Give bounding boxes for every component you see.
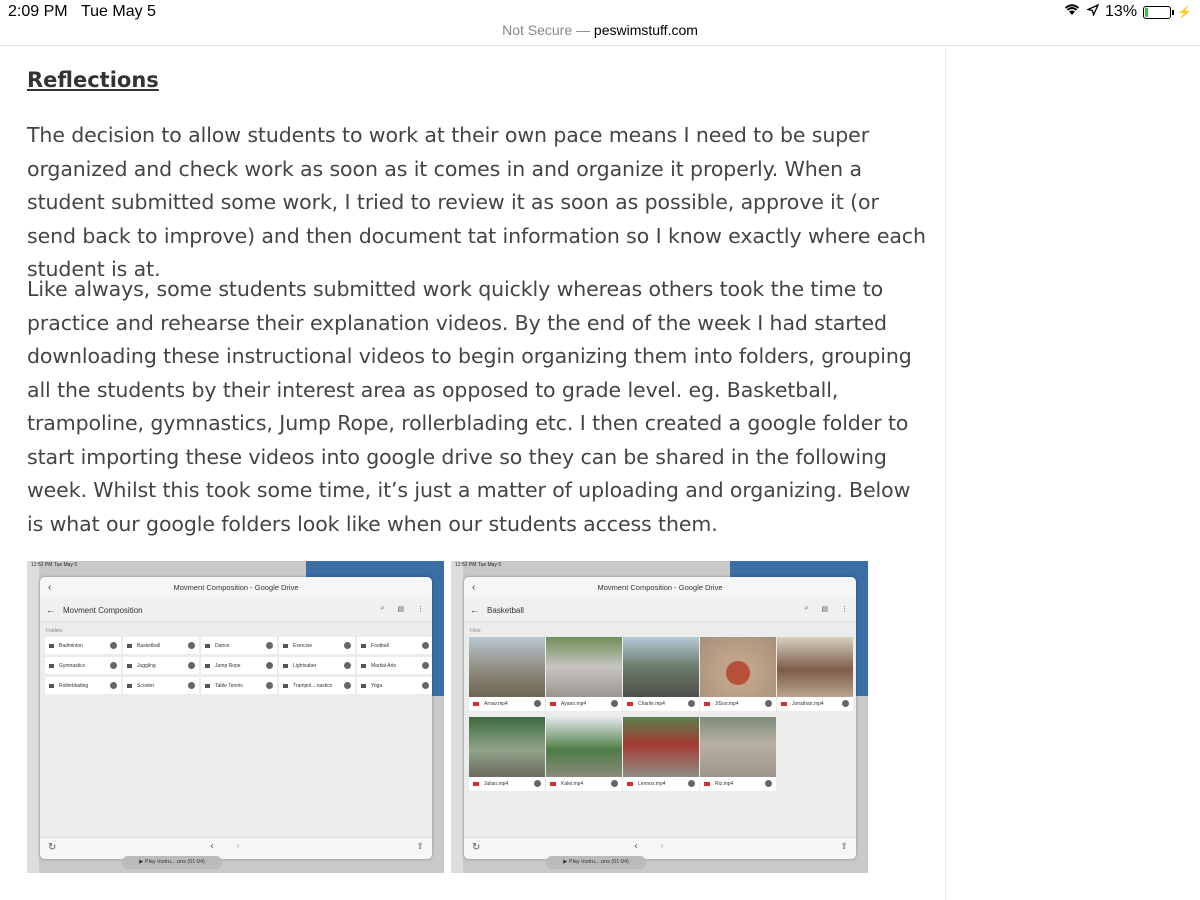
info-icon [188,682,195,689]
screenshot-files [451,561,868,873]
video-thumbnail [700,637,776,697]
drive-window [464,577,856,859]
video-item [623,717,699,791]
drive-window [40,577,432,859]
video-filename: Julian.mp4 [484,781,509,787]
info-icon [110,642,117,649]
folder-item [201,657,277,674]
folder-icon [127,664,132,668]
folder-item [357,657,432,674]
wifi-icon [1063,3,1081,21]
video-file-icon [550,702,556,706]
folder-label: Table Tennis [215,682,243,689]
folder-item [123,677,199,694]
video-file-icon [550,782,556,786]
video-filename: Kalei.mp4 [561,781,584,787]
nav-forward-icon: › [236,841,262,852]
video-file-icon [473,702,479,706]
video-item [469,637,545,711]
folder-label: Juggling [137,662,156,669]
search-icon: ⌕ [380,605,385,612]
video-filename: Ayano.mp4 [561,701,587,707]
video-filename: JiSoo.mp4 [715,701,739,707]
section-label: Files [470,628,481,634]
video-file-icon [781,702,787,706]
info-icon [344,662,351,669]
folder-icon [361,644,366,648]
folder-label: Rollerblading [59,682,89,689]
nav-back-icon: ‹ [634,841,660,852]
nav-forward-icon: › [660,841,686,852]
video-file-icon [473,782,479,786]
bottom-toolbar [464,837,856,859]
paragraph-1: The decision to allow students to work at their own pace means I need to be super organized and check work as soon as it comes in and organize it properly. When a student submitted some work, I tried to review it as soon as possible, approve it (or send back to improve) and then document tat information so I know exactly where each student is at. [27,123,926,281]
address-bar[interactable]: Not Secure — peswimstuff.com [0,22,1200,46]
domain-label: peswimstuff.com [593,22,698,38]
info-icon [110,682,117,689]
folder-item [357,637,432,654]
folder-item [357,677,432,694]
video-file-icon [627,702,633,706]
video-filename: Charlie.mp4 [638,701,665,707]
info-icon [188,662,195,669]
folder-item [45,677,121,694]
info-icon [266,642,273,649]
video-item [623,637,699,711]
folder-icon [283,644,288,648]
folder-label: Lightsaber [293,662,317,669]
video-filename: Lennox.mp4 [638,781,666,787]
video-file-icon [704,782,710,786]
folder-label: Trampol... nastics [293,682,333,689]
video-thumbnail [469,637,545,697]
folder-icon [205,684,210,688]
info-icon [534,780,541,787]
list-view-icon: ▤ [821,606,828,613]
folder-item [279,657,355,674]
nav-back-icon: ‹ [210,841,236,852]
screenshot-folders [27,561,444,873]
video-item [546,717,622,791]
folder-icon [283,684,288,688]
battery-icon [1143,6,1171,19]
arrow-left-icon: ← [470,605,479,615]
folder-label: Scooter [137,682,155,689]
section-heading: Reflections [27,68,159,92]
status-bar [0,0,1200,24]
security-label: Not Secure [502,22,573,38]
info-icon [765,780,772,787]
info-icon [422,642,429,649]
refresh-icon: ↻ [48,842,57,853]
folder-title: Movment Composition [63,605,143,615]
folder-label: Exercise [293,642,313,649]
folder-grid [40,637,432,694]
video-item [469,717,545,791]
video-filename: Arnav.mp4 [484,701,508,707]
folder-label: Martial Arts [371,662,397,669]
info-icon [688,780,695,787]
folder-icon [205,644,210,648]
folder-label: Dance [215,642,230,649]
file-grid [464,637,856,791]
folder-item [201,637,277,654]
search-icon: ⌕ [804,605,809,612]
video-thumbnail [469,717,545,777]
share-icon: ⇪ [416,842,424,852]
folder-label: Jump Rope [215,662,241,669]
folder-bar [464,599,856,622]
folder-bar [40,599,432,622]
embedded-status: 12:52 PM Tue May 5 [455,562,502,568]
folder-label: Basketball [137,642,161,649]
folder-label: Yoga [371,682,383,689]
more-icon: ⋮ [841,606,848,613]
info-icon [422,662,429,669]
info-icon [611,700,618,707]
info-icon [688,700,695,707]
folder-title: Basketball [487,605,524,615]
video-item [700,637,776,711]
play-pill: ▶ Play Instru....ons (01:04) [546,856,646,869]
folder-label: Football [371,642,389,649]
video-file-icon [704,702,710,706]
folder-label: Badminton [59,642,83,649]
back-icon: ‹ [48,582,52,593]
folder-item [123,657,199,674]
more-icon: ⋮ [417,606,424,613]
battery-percent: 13% [1105,3,1138,20]
video-filename: Riz.mp4 [715,781,734,787]
folder-icon [49,664,54,668]
video-item [700,717,776,791]
embedded-status: 12:52 PM Tue May 5 [31,562,78,568]
folder-icon [205,664,210,668]
share-icon: ⇪ [840,842,848,852]
window-title: ‹ Movment Composition - Google Drive [464,577,856,599]
video-item [546,637,622,711]
location-arrow-icon [1087,3,1099,21]
folder-icon [361,664,366,668]
video-thumbnail [623,637,699,697]
video-thumbnail [546,717,622,777]
folder-item [279,637,355,654]
folder-item [123,637,199,654]
refresh-icon: ↻ [472,842,481,853]
bottom-toolbar [40,837,432,859]
video-thumbnail [546,637,622,697]
video-thumbnail [777,637,853,697]
list-view-icon: ▤ [397,606,404,613]
status-time: 2:09 PM Tue May 5 [8,3,156,20]
video-thumbnail [623,717,699,777]
folder-icon [283,664,288,668]
folder-icon [49,644,54,648]
video-filename: Jonathan.mp4 [792,701,824,707]
info-icon [110,662,117,669]
folder-icon [361,684,366,688]
folder-item [45,657,121,674]
section-label: Folders [46,628,63,634]
info-icon [344,682,351,689]
folder-item [45,637,121,654]
paragraph-2: Like always, some students submitted work quickly whereas others took the time to practice and rehearse their explanation videos. By the end of the week I had started downloading these instructional videos to begin organizing them into folders, grouping all the students by their interest area as opposed to grade level. eg. Basketball, trampoline, gymnastics, Jump Rope, rollerblading etc. I then created a google folder to start importing these videos into google drive so they can be shared in the following week. Whilst this took some time, it’s just a matter of uploading and organizing. Below is what our google folders look like when our students access them. [27,277,912,536]
folder-item [279,677,355,694]
folder-label: Gymnastics [59,662,86,669]
info-icon [842,700,849,707]
video-thumbnail [700,717,776,777]
play-pill: ▶ Play Instru....ons (01:04) [122,856,222,869]
back-icon: ‹ [472,582,476,593]
info-icon [422,682,429,689]
info-icon [534,700,541,707]
folder-icon [49,684,54,688]
arrow-left-icon: ← [46,605,55,615]
info-icon [266,682,273,689]
folder-item [201,677,277,694]
window-title: ‹ Movment Composition - Google Drive [40,577,432,599]
info-icon [344,642,351,649]
status-right [1063,3,1192,21]
folder-icon [127,644,132,648]
info-icon [266,662,273,669]
charging-bolt-icon: ⚡ [1177,5,1192,19]
info-icon [611,780,618,787]
video-item [777,637,853,711]
folder-icon [127,684,132,688]
info-icon [765,700,772,707]
info-icon [188,642,195,649]
video-file-icon [627,782,633,786]
